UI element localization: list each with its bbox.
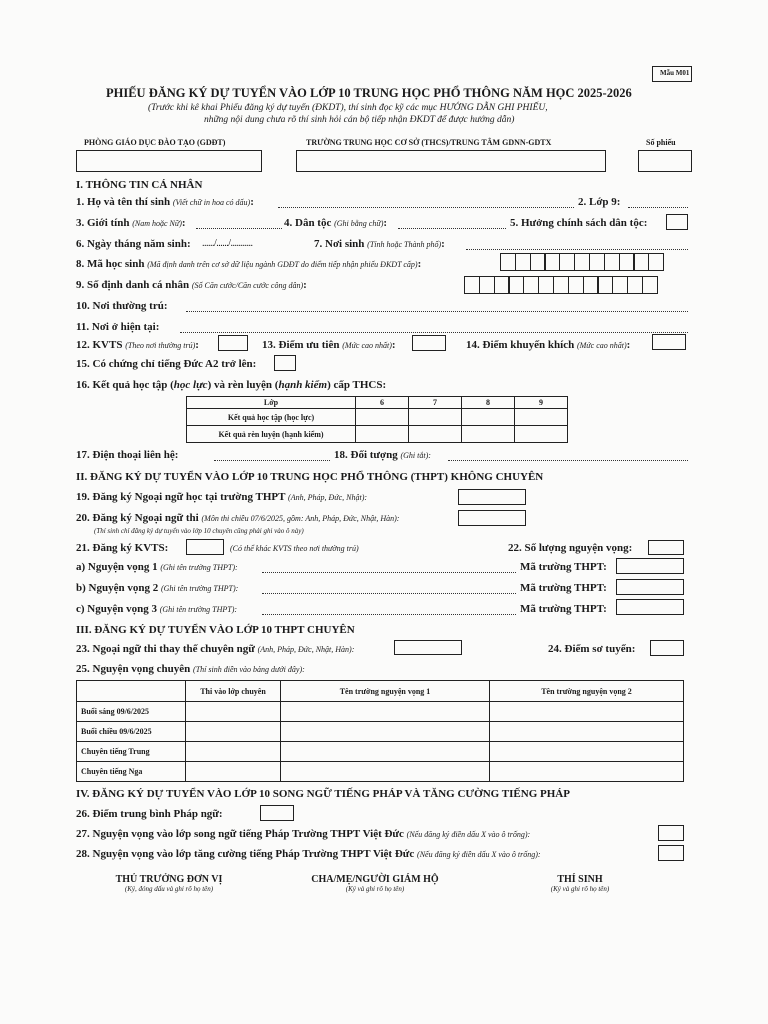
field-17-input[interactable] [214, 460, 330, 461]
spec-cell[interactable] [186, 722, 281, 742]
field-4-label: 4. Dân tộc (Ghi bằng chữ): [284, 217, 388, 229]
field-26-label: 26. Điểm trung bình Pháp ngữ: [76, 808, 223, 820]
field-17-label: 17. Điện thoại liên hệ: [76, 449, 179, 461]
spec-cell[interactable] [490, 762, 684, 782]
spec-row-russian: Chuyên tiếng Nga [77, 762, 186, 782]
field-6-input[interactable]: ....../....../........... [202, 238, 253, 249]
nv2-code-label: Mã trường THPT: [520, 582, 607, 594]
signature-parent-title: CHA/MẸ/NGƯỜI GIÁM HỘ [311, 874, 439, 885]
number-label: Số phiếu [646, 138, 676, 147]
field-11-input[interactable] [180, 332, 688, 333]
field-19-input[interactable] [458, 489, 526, 505]
section-1-title: I. THÔNG TIN CÁ NHÂN [76, 179, 203, 191]
signature-parent-note: (Ký và ghi rõ họ tên) [345, 885, 405, 893]
field-18-input[interactable] [448, 460, 688, 461]
grades-col-9: 9 [515, 397, 568, 409]
grades-cell[interactable] [515, 426, 568, 443]
field-23-label: 23. Ngoại ngữ thi thay thế chuyên ngữ (Anh, Pháp, Đức, Nhật, Hàn): [76, 643, 355, 655]
spec-cell[interactable] [281, 722, 490, 742]
grades-header-class: Lớp [187, 397, 356, 409]
field-25-label: 25. Nguyện vọng chuyên (Thí sinh điền vào bảng dưới đây): [76, 663, 305, 675]
grades-row-study: Kết quả học tập (học lực) [187, 409, 356, 426]
field-10-label: 10. Nơi thường trú: [76, 300, 168, 312]
spec-header-nv1: Tên trường nguyện vọng 1 [281, 681, 490, 702]
signature-head-title: THỦ TRƯỞNG ĐƠN VỊ [115, 874, 223, 885]
grades-cell[interactable] [409, 409, 462, 426]
field-11-label: 11. Nơi ở hiện tại: [76, 321, 160, 333]
field-1-label: 1. Họ và tên thí sinh (Viết chữ in hoa có dấu): [76, 196, 254, 208]
nv1-input[interactable] [262, 572, 516, 573]
grades-cell[interactable] [515, 409, 568, 426]
field-22-input[interactable] [648, 540, 684, 555]
signature-candidate-title: THÍ SINH [557, 874, 603, 885]
field-20-note: (Thí sinh chỉ đăng ký dự tuyển vào lớp 10 chuyên cũng phải ghi vào ô này) [94, 527, 304, 535]
field-1-input[interactable] [278, 207, 574, 208]
field-19-label: 19. Đăng ký Ngoại ngữ học tại trường THPT (Anh, Pháp, Đức, Nhật): [76, 491, 368, 503]
form-subtitle-1: (Trước khi kê khai Phiếu đăng ký dự tuyển (ĐKDT), thí sinh đọc kỹ các mục HƯỚNG DẪN GHI PHIẾU, [148, 103, 548, 113]
school-input[interactable] [296, 150, 606, 172]
spec-cell[interactable] [490, 742, 684, 762]
id-number-cells[interactable] [464, 276, 657, 294]
field-15-label: 15. Có chứng chỉ tiếng Đức A2 trở lên: [76, 358, 257, 370]
nv2-code-input[interactable] [616, 579, 684, 595]
specialized-table [76, 680, 684, 782]
field-2-label: 2. Lớp 9: [578, 196, 621, 208]
spec-row-chinese: Chuyên tiếng Trung [77, 742, 186, 762]
field-14-label: 14. Điểm khuyến khích (Mức cao nhất): [466, 339, 631, 351]
field-15-input[interactable] [274, 355, 296, 371]
nv2-label: b) Nguyện vọng 2 (Ghi tên trường THPT): [76, 582, 239, 594]
dept-label: PHÒNG GIÁO DỤC ĐÀO TẠO (GDĐT) [84, 138, 226, 147]
nv3-code-label: Mã trường THPT: [520, 603, 607, 615]
field-23-input[interactable] [394, 640, 462, 655]
spec-cell[interactable] [281, 702, 490, 722]
nv3-code-input[interactable] [616, 599, 684, 615]
field-21-note: (Có thể khác KVTS theo nơi thường trú) [230, 544, 359, 553]
field-14-input[interactable] [652, 334, 686, 350]
form-subtitle-2: những nội dung chưa rõ thí sinh hỏi cán bộ tiếp nhận ĐKDT để được hướng dẫn) [204, 115, 515, 125]
spec-cell[interactable] [490, 702, 684, 722]
field-13-input[interactable] [412, 335, 446, 351]
signature-candidate-note: (Ký và ghi rõ họ tên) [550, 885, 610, 893]
nv3-input[interactable] [262, 614, 516, 615]
field-7-label: 7. Nơi sinh (Tỉnh hoặc Thành phố): [314, 238, 445, 250]
field-28-label: 28. Nguyện vọng vào lớp tăng cường tiếng Pháp Trường THPT Việt Đức (Nếu đăng ký điền dấu X vào ô trống): [76, 848, 541, 860]
grades-cell[interactable] [356, 426, 409, 443]
nv1-label: a) Nguyện vọng 1 (Ghi tên trường THPT): [76, 561, 238, 573]
field-13-label: 13. Điểm ưu tiên (Mức cao nhất): [262, 339, 396, 351]
field-27-input[interactable] [658, 825, 684, 841]
form-title: PHIẾU ĐĂNG KÝ DỰ TUYỂN VÀO LỚP 10 TRUNG HỌC PHỔ THÔNG NĂM HỌC 2025-2026 [106, 86, 632, 100]
spec-cell[interactable] [281, 762, 490, 782]
nv3-label: c) Nguyện vọng 3 (Ghi tên trường THPT): [76, 603, 238, 615]
signature-parent [300, 874, 450, 893]
grades-col-7: 7 [409, 397, 462, 409]
grades-cell[interactable] [356, 409, 409, 426]
field-16-label: 16. Kết quả học tập (học lực) và rèn luyện (hạnh kiểm) cấp THCS: [76, 379, 387, 391]
grades-cell[interactable] [409, 426, 462, 443]
grades-col-6: 6 [356, 397, 409, 409]
student-code-cells[interactable] [500, 253, 663, 271]
field-7-input[interactable] [466, 249, 688, 250]
field-3-label: 3. Giới tính (Nam hoặc Nữ): [76, 217, 186, 229]
grades-cell[interactable] [462, 409, 515, 426]
dept-input[interactable] [76, 150, 262, 172]
field-28-input[interactable] [658, 845, 684, 861]
spec-header-nv2: Tên trường nguyện vọng 2 [490, 681, 684, 702]
field-5-label: 5. Hưởng chính sách dân tộc: [510, 217, 648, 229]
field-27-label: 27. Nguyện vọng vào lớp song ngữ tiếng Pháp Trường THPT Việt Đức (Nếu đăng ký điền dấu X vào ô trống): [76, 828, 531, 840]
section-4-title: IV. ĐĂNG KÝ DỰ TUYỂN VÀO LỚP 10 SONG NGỮ TIẾNG PHÁP VÀ TĂNG CƯỜNG TIẾNG PHÁP [76, 788, 570, 800]
field-5-input[interactable] [666, 214, 688, 230]
spec-cell[interactable] [186, 742, 281, 762]
grades-table [186, 396, 568, 443]
nv1-code-label: Mã trường THPT: [520, 561, 607, 573]
signature-candidate [520, 874, 640, 893]
field-21-input[interactable] [186, 539, 224, 555]
field-20-label: 20. Đăng ký Ngoại ngữ thi (Môn thi chiều 07/6/2025, gồm: Anh, Pháp, Đức, Nhật, Hàn): [76, 512, 400, 524]
field-21-label: 21. Đăng ký KVTS: [76, 542, 169, 554]
grades-row-conduct: Kết quả rèn luyện (hạnh kiểm) [187, 426, 356, 443]
field-12-input[interactable] [218, 335, 248, 351]
signature-head [104, 874, 234, 893]
form-code: Mẫu M01 [660, 69, 690, 77]
field-4-input[interactable] [398, 228, 506, 229]
spec-header-class: Thi vào lớp chuyên [186, 681, 281, 702]
nv1-code-input[interactable] [616, 558, 684, 574]
spec-row-afternoon: Buổi chiều 09/6/2025 [77, 722, 186, 742]
field-8-label: 8. Mã học sinh (Mã định danh trên cơ sở dữ liệu ngành GDĐT do điểm tiếp nhận phiếu ĐKDT cấp): [76, 258, 422, 270]
field-3-input[interactable] [196, 228, 282, 229]
field-22-label: 22. Số lượng nguyện vọng: [508, 542, 633, 554]
school-label: TRƯỜNG TRUNG HỌC CƠ SỞ (THCS)/TRUNG TÂM GDNN-GDTX [306, 138, 552, 147]
field-6-label: 6. Ngày tháng năm sinh: [76, 238, 191, 250]
spec-cell[interactable] [186, 702, 281, 722]
field-26-input[interactable] [260, 805, 294, 821]
field-10-input[interactable] [186, 311, 688, 312]
number-input[interactable] [638, 150, 692, 172]
section-3-title: III. ĐĂNG KÝ DỰ TUYỂN VÀO LỚP 10 THPT CHUYÊN [76, 624, 355, 636]
field-24-input[interactable] [650, 640, 684, 656]
spec-cell[interactable] [281, 742, 490, 762]
field-20-input[interactable] [458, 510, 526, 526]
grades-col-8: 8 [462, 397, 515, 409]
field-9-label: 9. Số định danh cá nhân (Số Căn cước/Căn cước công dân): [76, 279, 307, 291]
section-2-title: II. ĐĂNG KÝ DỰ TUYỂN VÀO LỚP 10 TRUNG HỌC PHỔ THÔNG (THPT) KHÔNG CHUYÊN [76, 471, 544, 483]
field-24-label: 24. Điểm sơ tuyển: [548, 643, 636, 655]
spec-cell[interactable] [186, 762, 281, 782]
grades-cell[interactable] [462, 426, 515, 443]
spec-row-morning: Buổi sáng 09/6/2025 [77, 702, 186, 722]
signature-head-note: (Ký, đóng dấu và ghi rõ họ tên) [124, 885, 214, 893]
spec-header-empty [77, 681, 186, 702]
spec-cell[interactable] [490, 722, 684, 742]
field-12-label: 12. KVTS (Theo nơi thường trú): [76, 339, 199, 351]
field-2-input[interactable] [628, 207, 688, 208]
nv2-input[interactable] [262, 593, 516, 594]
field-18-label: 18. Đối tượng (Ghi tắt): [334, 449, 431, 461]
